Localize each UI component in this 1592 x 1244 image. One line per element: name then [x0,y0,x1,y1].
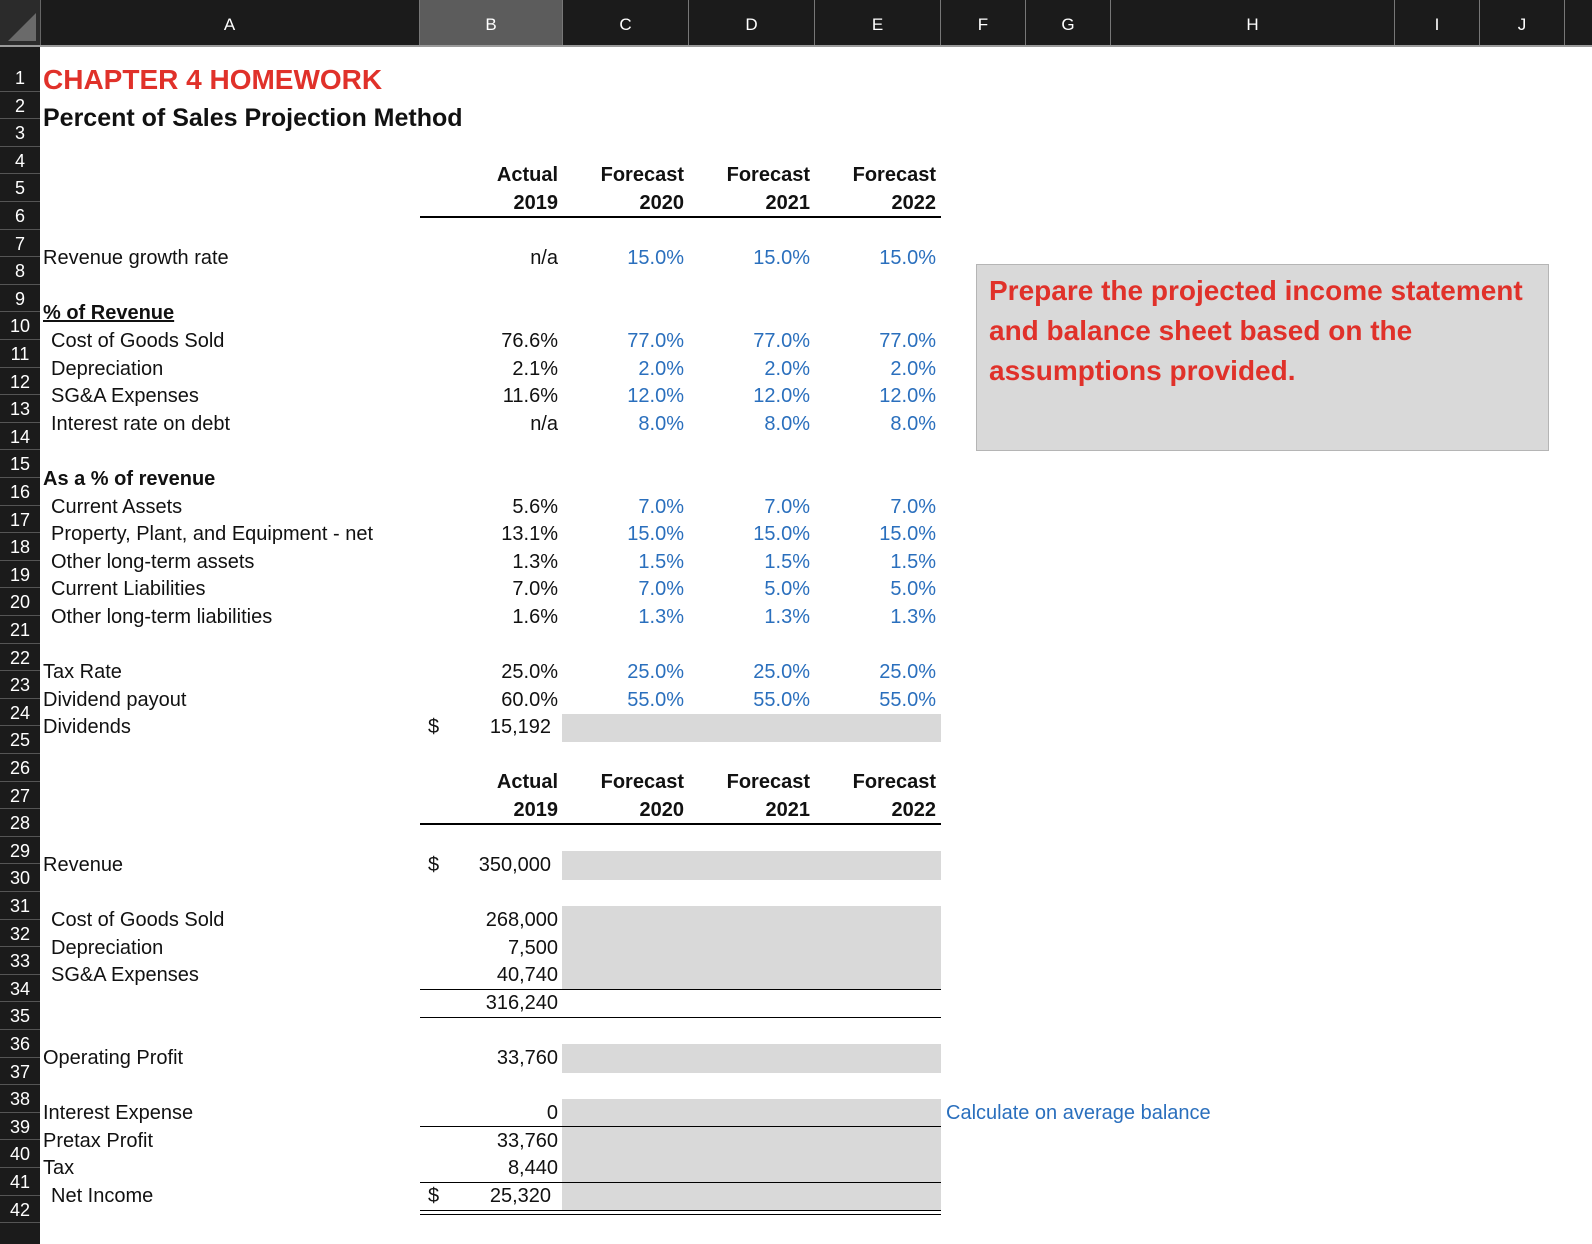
net-income-label[interactable]: Net Income [51,1185,154,1207]
interest-rate-2022[interactable]: 8.0% [890,413,936,435]
instruction-note-text: Prepare the projected income statement and balance sheet based on the assumptions provided. [989,275,1523,386]
current-liabilities-label[interactable]: Current Liabilities [51,578,206,600]
revenue-growth-2021[interactable]: 15.0% [753,247,810,269]
net-income-currency: $ [428,1185,440,1207]
other-lt-liabilities-label[interactable]: Other long-term liabilities [51,606,273,628]
revenue-currency: $ [428,854,440,876]
header1-year-2021[interactable]: 2021 [765,192,810,214]
operating-profit-forecast-cells[interactable] [562,1044,941,1073]
row-header-32[interactable]: 32 [0,920,40,948]
dividends-currency: $ [428,716,440,738]
column-header-c[interactable]: C [563,0,689,45]
total-costs-underline [420,1017,941,1018]
current-assets-label[interactable]: Current Assets [51,496,183,518]
sga-pct-2022[interactable]: 12.0% [879,385,936,407]
column-header-bar [0,0,1592,47]
row-header-11[interactable]: 11 [0,340,40,368]
other-lt-liabilities-2019[interactable]: 1.6% [512,606,558,628]
tax-rate-2020[interactable]: 25.0% [627,661,684,683]
sga-2019[interactable]: 40,740 [496,964,558,986]
revenue-growth-label[interactable]: Revenue growth rate [43,247,229,269]
tax-rate-label[interactable]: Tax Rate [43,661,122,683]
column-header-h[interactable]: H [1111,0,1395,45]
revenue-label[interactable]: Revenue [43,854,124,876]
row-header-5[interactable]: 5 [0,174,40,202]
column-header-g[interactable]: G [1026,0,1111,45]
dividends-label[interactable]: Dividends [43,716,131,738]
row-header-39[interactable]: 39 [0,1113,40,1141]
tax-rate-2019[interactable]: 25.0% [501,661,558,683]
dividend-payout-label[interactable]: Dividend payout [43,689,187,711]
cogs-pct-2019[interactable]: 76.6% [501,330,558,352]
interest-expense-label[interactable]: Interest Expense [43,1102,194,1124]
current-liabilities-2021[interactable]: 5.0% [764,578,810,600]
other-lt-assets-2019[interactable]: 1.3% [512,551,558,573]
interest-note[interactable]: Calculate on average balance [946,1102,1211,1124]
current-assets-2019[interactable]: 5.6% [512,496,558,518]
dividends-2019[interactable]: 15,192 [489,716,551,738]
column-header-j[interactable]: J [1480,0,1565,45]
row-header-29[interactable]: 29 [0,837,40,865]
interest-rate-2020[interactable]: 8.0% [638,413,684,435]
other-lt-assets-2022[interactable]: 1.5% [890,551,936,573]
row-header-15[interactable]: 15 [0,450,40,478]
row-header-22[interactable]: 22 [0,644,40,672]
row-header-40[interactable]: 40 [0,1140,40,1168]
dividend-payout-2020[interactable]: 55.0% [627,689,684,711]
row-header-42[interactable]: 42 [0,1196,40,1224]
row-header-12[interactable]: 12 [0,368,40,396]
tax-rate-2022[interactable]: 25.0% [879,661,936,683]
row-header-6[interactable]: 6 [0,202,40,230]
tax-2019[interactable]: 8,440 [507,1157,558,1179]
row-header-21[interactable]: 21 [0,616,40,644]
dividends-forecast-cells[interactable] [562,714,941,742]
revenue-growth-2019[interactable]: n/a [530,247,558,269]
row-header-8[interactable]: 8 [0,257,40,285]
cogs-pct-2021[interactable]: 77.0% [753,330,810,352]
tax-label[interactable]: Tax [43,1157,75,1179]
other-lt-assets-2020[interactable]: 1.5% [638,551,684,573]
revenue-growth-2022[interactable]: 15.0% [879,247,936,269]
row-header-36[interactable]: 36 [0,1030,40,1058]
row-header-14[interactable]: 14 [0,423,40,451]
row-header-20[interactable]: 20 [0,588,40,616]
ppe-2022[interactable]: 15.0% [879,523,936,545]
tax-rate-2021[interactable]: 25.0% [753,661,810,683]
row-header-3[interactable]: 3 [0,119,40,147]
ppe-label[interactable]: Property, Plant, and Equipment - net [51,523,374,545]
row-header-30[interactable]: 30 [0,864,40,892]
cogs-label[interactable]: Cost of Goods Sold [51,909,225,931]
header2-underline [420,823,941,825]
row-header-4[interactable]: 4 [0,147,40,175]
operating-profit-label[interactable]: Operating Profit [43,1047,184,1069]
instruction-note-box[interactable] [976,264,1549,451]
row-header-13[interactable]: 13 [0,395,40,423]
other-lt-liabilities-2021[interactable]: 1.3% [764,606,810,628]
header1-forecast-d[interactable]: Forecast [726,164,810,186]
total-costs-2019[interactable]: 316,240 [485,992,558,1014]
sga-pct-2019[interactable]: 11.6% [502,385,558,407]
sheet-subtitle[interactable]: Percent of Sales Projection Method [43,104,463,132]
profit-forecast-cells[interactable] [562,1099,941,1211]
row-header-28[interactable]: 28 [0,809,40,837]
header1-year-2019[interactable]: 2019 [513,192,558,214]
expenses-forecast-cells[interactable] [562,906,941,990]
header2-year-2022[interactable]: 2022 [891,799,936,821]
header1-forecast-c[interactable]: Forecast [600,164,684,186]
depreciation-pct-2022[interactable]: 2.0% [890,358,936,380]
cogs-pct-label[interactable]: Cost of Goods Sold [51,330,225,352]
pretax-profit-label[interactable]: Pretax Profit [43,1130,154,1152]
row-header-26[interactable]: 26 [0,754,40,782]
sga-pct-2020[interactable]: 12.0% [627,385,684,407]
row-header-10[interactable]: 10 [0,312,40,340]
interest-rate-2021[interactable]: 8.0% [764,413,810,435]
depreciation-2019[interactable]: 7,500 [507,937,558,959]
header1-forecast-e[interactable]: Forecast [852,164,936,186]
header2-year-2021[interactable]: 2021 [765,799,810,821]
interest-rate-2019[interactable]: n/a [530,413,558,435]
cogs-pct-2022[interactable]: 77.0% [879,330,936,352]
header2-forecast-c[interactable]: Forecast [600,771,684,793]
net-income-2019[interactable]: 25,320 [489,1185,551,1207]
row-header-19[interactable]: 19 [0,561,40,589]
row-header-34[interactable]: 34 [0,975,40,1003]
interest-underline [420,1126,941,1127]
ppe-2019[interactable]: 13.1% [501,523,558,545]
column-header-d[interactable]: D [689,0,815,45]
column-header-f[interactable]: F [941,0,1026,45]
current-assets-2020[interactable]: 7.0% [638,496,684,518]
cogs-pct-2020[interactable]: 77.0% [627,330,684,352]
other-lt-liabilities-2020[interactable]: 1.3% [638,606,684,628]
row-header-1[interactable]: 1 [0,64,40,92]
ppe-2021[interactable]: 15.0% [753,523,810,545]
row-header-24[interactable]: 24 [0,699,40,727]
row-header-23[interactable]: 23 [0,671,40,699]
other-lt-liabilities-2022[interactable]: 1.3% [890,606,936,628]
depreciation-pct-2019[interactable]: 2.1% [512,358,558,380]
row-header-17[interactable]: 17 [0,506,40,534]
revenue-forecast-cells[interactable] [562,851,941,880]
header1-actual[interactable]: Actual [496,164,558,186]
dividend-payout-2021[interactable]: 55.0% [753,689,810,711]
header2-forecast-d[interactable]: Forecast [726,771,810,793]
header2-year-2020[interactable]: 2020 [639,799,684,821]
select-all-corner[interactable] [0,0,41,45]
header1-year-2022[interactable]: 2022 [891,192,936,214]
header2-actual[interactable]: Actual [496,771,558,793]
depreciation-pct-2021[interactable]: 2.0% [764,358,810,380]
depreciation-label[interactable]: Depreciation [51,937,164,959]
dividend-payout-2019[interactable]: 60.0% [501,689,558,711]
row-header-16[interactable]: 16 [0,478,40,506]
other-lt-assets-label[interactable]: Other long-term assets [51,551,255,573]
net-income-double-underline-2 [420,1214,941,1215]
other-lt-assets-2021[interactable]: 1.5% [764,551,810,573]
row-header-33[interactable]: 33 [0,947,40,975]
interest-expense-2019[interactable]: 0 [546,1102,558,1124]
header1-year-2020[interactable]: 2020 [639,192,684,214]
current-liabilities-2022[interactable]: 5.0% [890,578,936,600]
dividend-payout-2022[interactable]: 55.0% [879,689,936,711]
column-header-e[interactable]: E [815,0,941,45]
sga-pct-label[interactable]: SG&A Expenses [51,385,199,407]
header2-year-2019[interactable]: 2019 [513,799,558,821]
current-liabilities-2019[interactable]: 7.0% [512,578,558,600]
column-header-a[interactable]: A [40,0,420,45]
interest-rate-label[interactable]: Interest rate on debt [51,413,231,435]
column-header-i[interactable]: I [1395,0,1480,45]
row-header-27[interactable]: 27 [0,782,40,810]
header2-forecast-e[interactable]: Forecast [852,771,936,793]
depreciation-pct-2020[interactable]: 2.0% [638,358,684,380]
as-pct-heading[interactable]: As a % of revenue [43,468,216,490]
current-liabilities-2020[interactable]: 7.0% [638,578,684,600]
sga-label[interactable]: SG&A Expenses [51,964,199,986]
revenue-2019[interactable]: 350,000 [478,854,551,876]
cogs-2019[interactable]: 268,000 [485,909,558,931]
sheet-title[interactable]: CHAPTER 4 HOMEWORK [43,64,383,95]
column-header-b[interactable]: B [420,0,563,45]
row-header-2[interactable]: 2 [0,92,40,120]
row-header-7[interactable]: 7 [0,230,40,258]
row-header-18[interactable]: 18 [0,533,40,561]
pretax-profit-2019[interactable]: 33,760 [496,1130,558,1152]
row-header-9[interactable]: 9 [0,285,40,313]
revenue-growth-2020[interactable]: 15.0% [627,247,684,269]
pct-revenue-heading[interactable]: % of Revenue [43,302,175,324]
row-header-37[interactable]: 37 [0,1058,40,1086]
row-header-38[interactable]: 38 [0,1085,40,1113]
sga-pct-2021[interactable]: 12.0% [753,385,810,407]
row-header-25[interactable]: 25 [0,726,40,754]
row-header-41[interactable]: 41 [0,1168,40,1196]
row-header-35[interactable]: 35 [0,1002,40,1030]
operating-profit-2019[interactable]: 33,760 [496,1047,558,1069]
net-income-double-underline-1 [420,1210,941,1211]
current-assets-2022[interactable]: 7.0% [890,496,936,518]
row-header-31[interactable]: 31 [0,892,40,920]
depreciation-pct-label[interactable]: Depreciation [51,358,164,380]
row-header-bar [0,47,40,1244]
current-assets-2021[interactable]: 7.0% [764,496,810,518]
ppe-2020[interactable]: 15.0% [627,523,684,545]
header1-underline [420,216,941,218]
